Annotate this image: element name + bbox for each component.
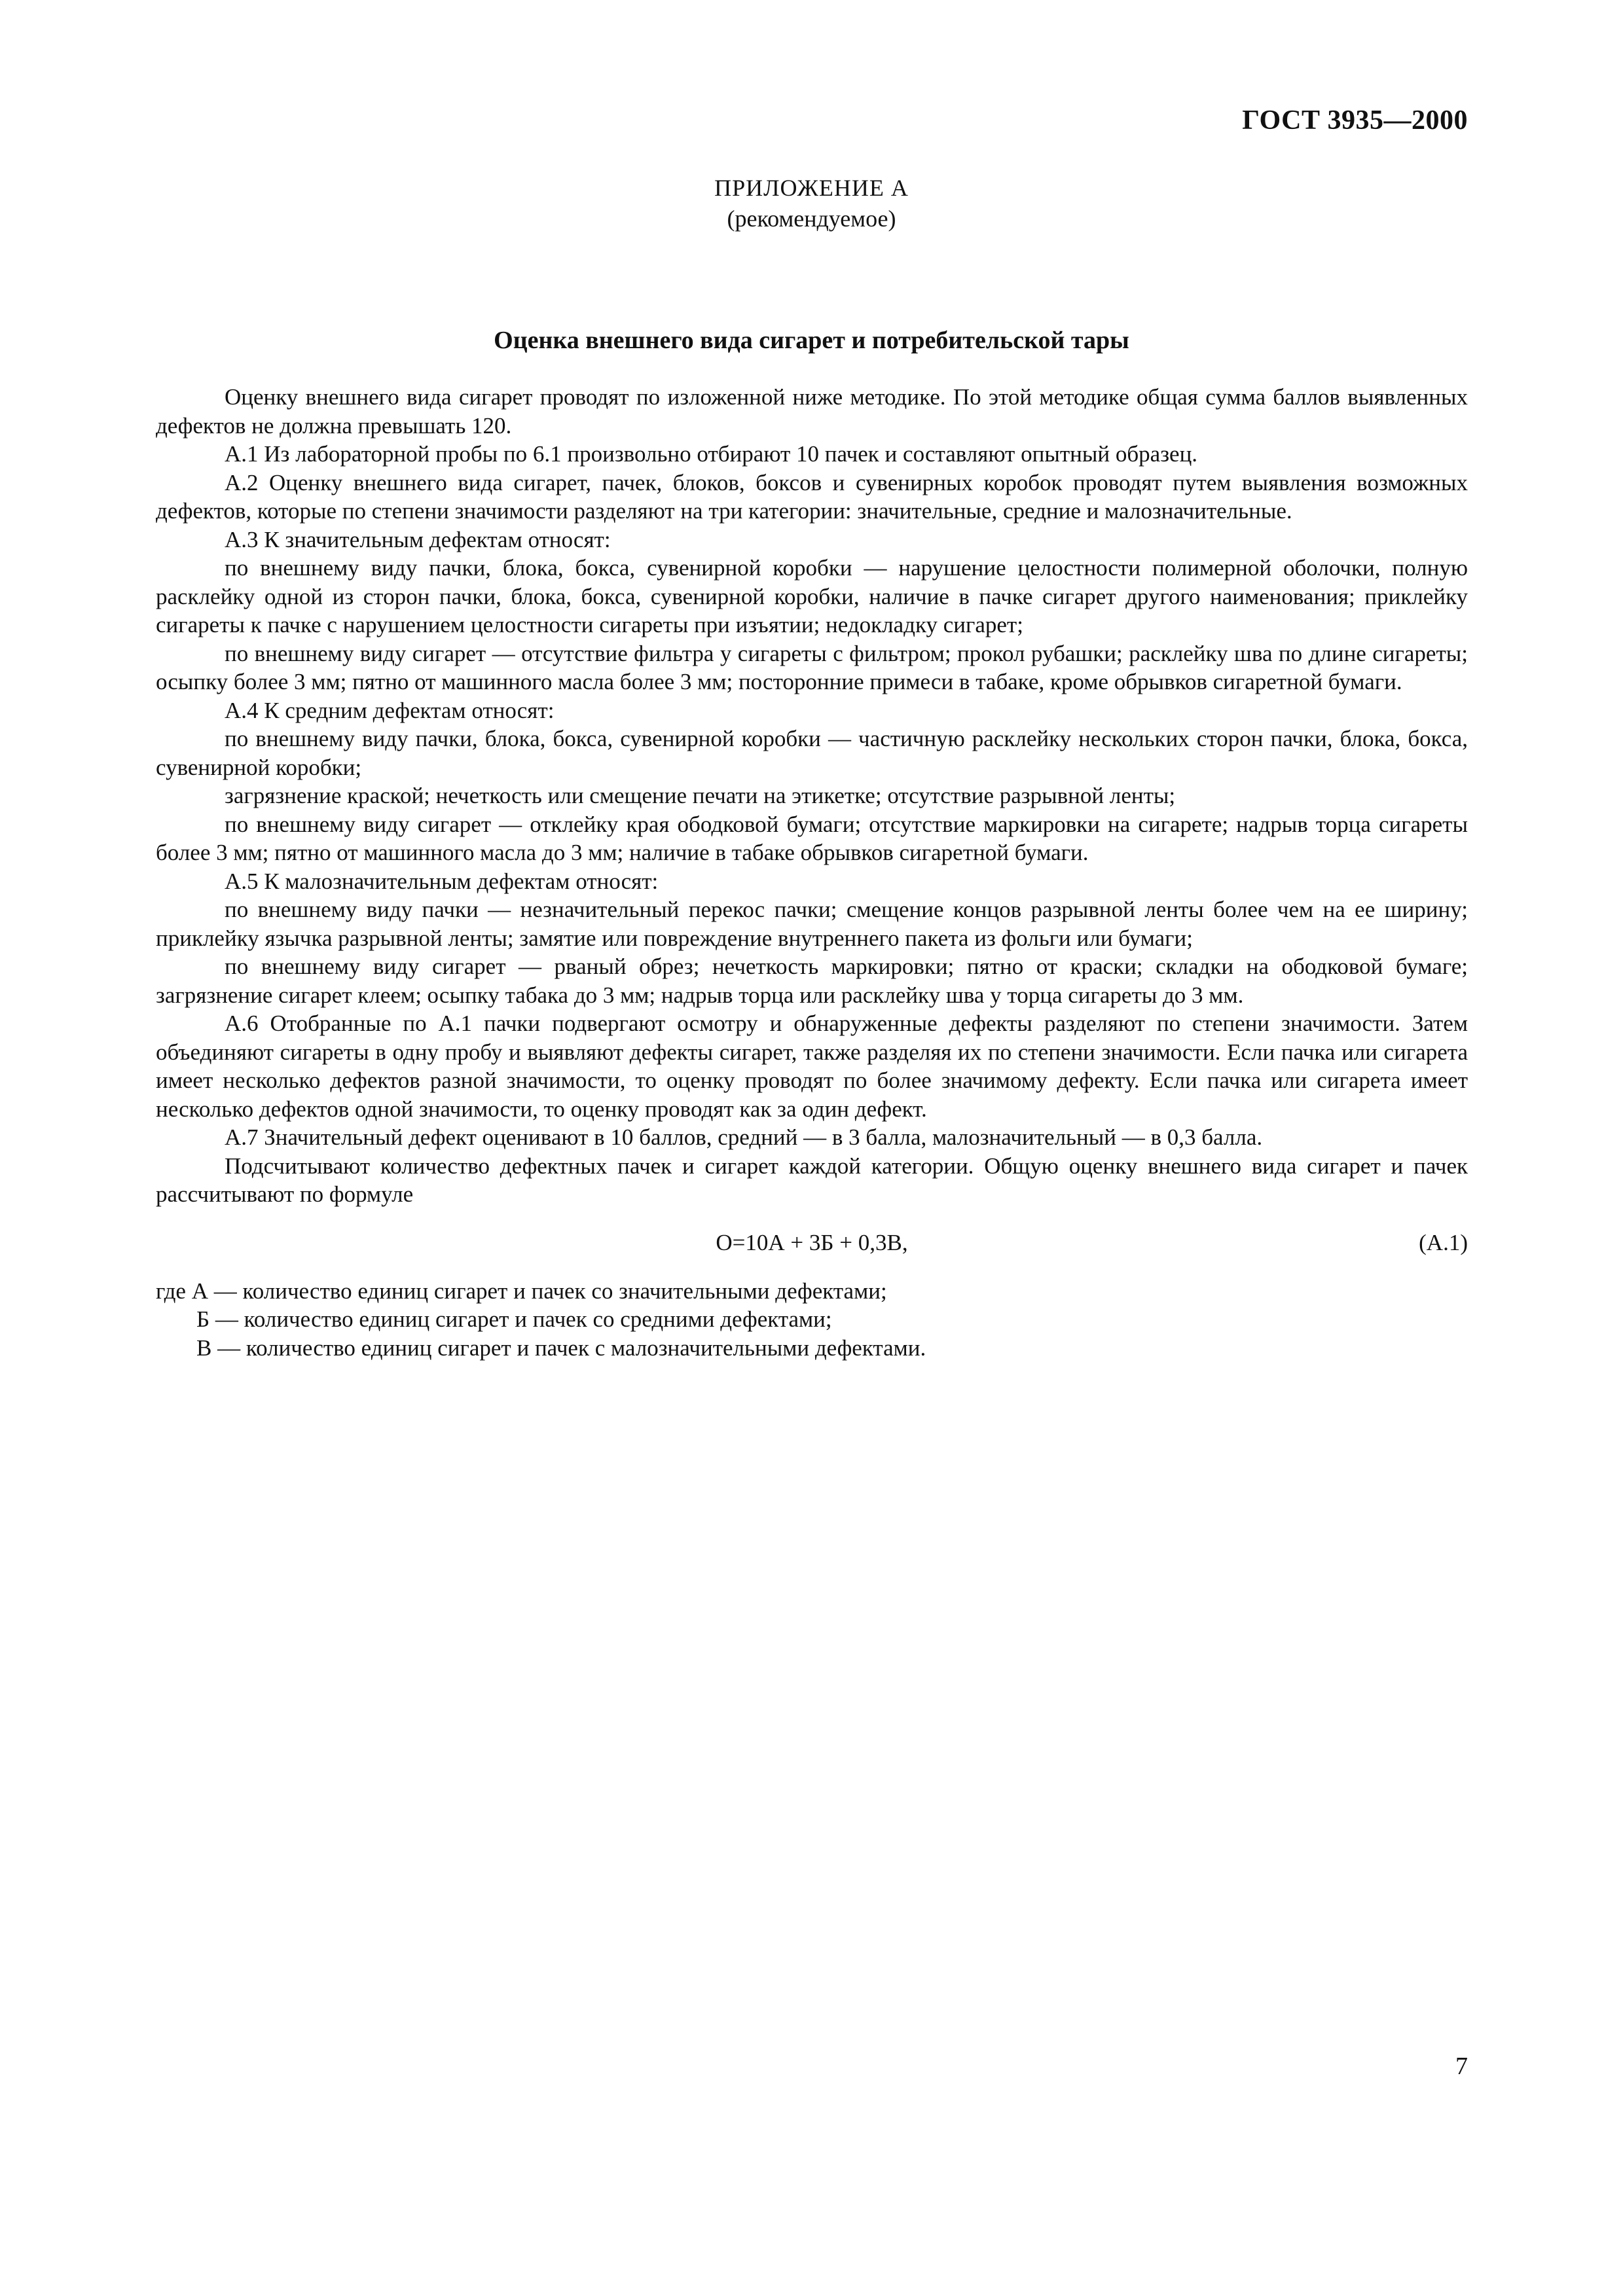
paragraph-a4-cigarettes: по внешнему виду сигарет — отклейку края ободковой бумаги; отсутствие маркировки на сигарете; надрыв торца сигареты более 3 мм; пятно от машинного масла до 3 мм; наличие в табаке обрывков сигаретной бумаги.: [156, 811, 1468, 865]
paragraph-a1: А.1 Из лабораторной пробы по 6.1 произвольно отбирают 10 пачек и составляют опытный образец.: [225, 441, 1198, 467]
section-title: Оценка внешнего вида сигарет и потребительской тары: [494, 327, 1129, 354]
paragraph-a7: А.7 Значительный дефект оценивают в 10 баллов, средний — в 3 балла, малозначительный — в 0,3 балла.: [225, 1124, 1263, 1150]
paragraph-formula-intro: Подсчитывают количество дефектных пачек и сигарет каждой категории. Общую оценку внешнего вида сигарет и пачек рассчитывают по формуле: [156, 1153, 1468, 1207]
paragraph-a2: А.2 Оценку внешнего вида сигарет, пачек, блоков, боксов и сувенирных коробок проводят путем выявления возможных дефектов, которые по степени значимости разделяют на три категории: значительные, средние и малозначительные.: [156, 469, 1468, 524]
paragraph-a5-pack: по внешнему виду пачки — незначительный перекос пачки; смещение концов разрывной ленты более чем на ее ширину; приклейку язычка разрывной ленты; замятие или повреждение внутреннего пакета из фольги или бумаги;: [156, 897, 1468, 951]
document-body: [156, 383, 1468, 1362]
paragraph-a5-cigarettes: по внешнему виду сигарет — рваный обрез; нечеткость маркировки; пятно от краски; складки на ободковой бумаге; загрязнение сигарет клеем; осыпку табака до 3 мм; надрыв торца или расклейку шва у торца сигареты до 3 мм.: [156, 954, 1468, 1008]
paragraph-a3-pack: по внешнему виду пачки, блока, бокса, сувенирной коробки — нарушение целостности полимерной оболочки, полную расклейку одной из сторон пачки, блока, бокса, сувенирной коробки, наличие в пачке сигарет другого наименования; приклейку сигареты к пачке с нарушением целостности сигареты при изъятии; недокладку сигарет;: [156, 555, 1468, 637]
formula: [156, 1229, 1468, 1257]
paragraph-a4-pack: по внешнему виду пачки, блока, бокса, сувенирной коробки — частичную расклейку нескольких сторон пачки, блока, бокса, сувенирной коробки;: [156, 726, 1468, 780]
page-number: 7: [1455, 2053, 1468, 2080]
legend-item-v: В — количество единиц сигарет и пачек с малозначительными дефектами.: [196, 1335, 926, 1361]
paragraph-a3-heading: А.3 К значительным дефектам относят:: [225, 526, 611, 552]
formula-number: (А.1): [1419, 1229, 1468, 1255]
paragraph-a6: А.6 Отобранные по А.1 пачки подвергают осмотру и обнаруженные дефекты разделяют по степени значимости. Затем объединяют сигареты в одну пробу и выявляют дефекты сигарет, также разделяя их по степени значимости. Если пачка или сигарета имеет несколько дефектов разной значимости, то оценку проводят по более значимому дефекту. Если пачка или сигарета имеет несколько дефектов одной значимости, то оценку проводят как за один дефект.: [156, 1011, 1468, 1122]
paragraph-a3-cigarettes: по внешнему виду сигарет — отсутствие фильтра у сигареты с фильтром; прокол рубашки; расклейку шва по длине сигареты; осыпку более 3 мм; пятно от машинного масла более 3 мм; посторонние примеси в табаке, кроме обрывков сигаретной бумаги.: [156, 640, 1468, 694]
formula-expression: О=10А + 3Б + 0,3В,: [716, 1229, 908, 1255]
paragraph-a4-print: загрязнение краской; нечеткость или смещение печати на этикетке; отсутствие разрывной ленты;: [225, 783, 1176, 808]
paragraph-a4-heading: А.4 К средним дефектам относят:: [225, 697, 555, 723]
paragraph-a5-heading: А.5 К малозначительным дефектам относят:: [225, 868, 659, 894]
legend-item-a: где А — количество единиц сигарет и пачек со значительными дефектами;: [156, 1278, 887, 1304]
appendix-subtitle: (рекомендуемое): [727, 206, 896, 232]
appendix-title: ПРИЛОЖЕНИЕ А: [714, 175, 909, 201]
formula-legend: [156, 1277, 1468, 1363]
paragraph-intro: Оценку внешнего вида сигарет проводят по изложенной ниже методике. По этой методике общая сумма баллов выявленных дефектов не должна превышать 120.: [156, 384, 1468, 439]
legend-item-b: Б — количество единиц сигарет и пачек со средними дефектами;: [196, 1306, 832, 1332]
document-code: ГОСТ 3935—2000: [1242, 105, 1468, 135]
